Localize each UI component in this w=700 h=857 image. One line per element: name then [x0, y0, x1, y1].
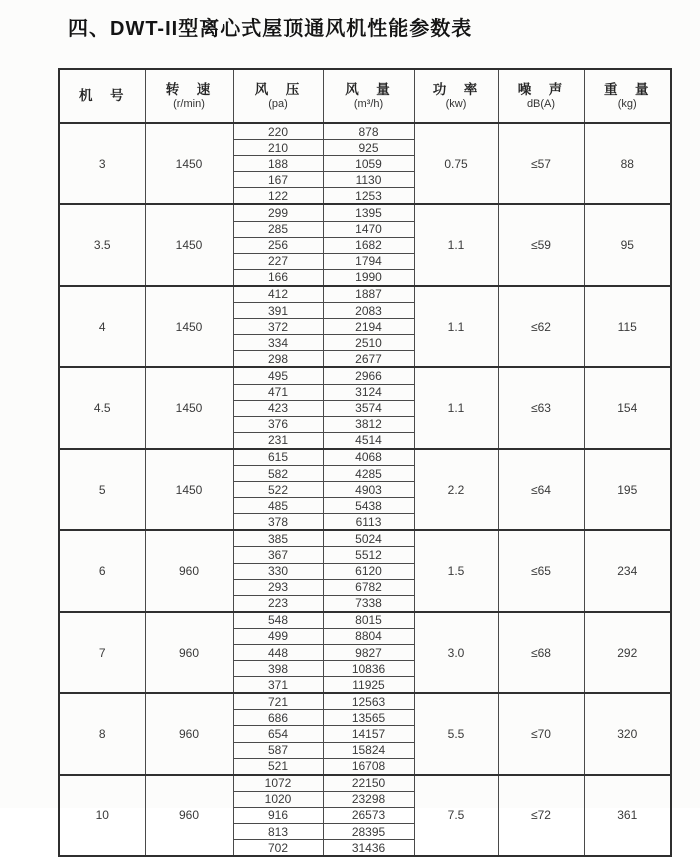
volume-cell: 12563	[323, 693, 414, 710]
speed-cell: 1450	[145, 123, 233, 204]
weight-cell: 361	[584, 775, 671, 856]
volume-cell: 3124	[323, 384, 414, 400]
pressure-cell: 582	[233, 465, 323, 481]
volume-cell: 28395	[323, 824, 414, 840]
noise-cell: ≤72	[498, 775, 584, 856]
power-cell: 5.5	[414, 693, 498, 774]
header-power-unit: (kw)	[445, 98, 467, 111]
volume-cell: 26573	[323, 807, 414, 823]
power-cell: 2.2	[414, 449, 498, 530]
pressure-cell: 285	[233, 221, 323, 237]
speed-cell: 1450	[145, 449, 233, 530]
volume-cell: 1794	[323, 253, 414, 269]
pressure-cell: 367	[233, 547, 323, 563]
volume-cell: 5438	[323, 498, 414, 514]
table-row	[59, 693, 671, 710]
pressure-cell: 299	[233, 204, 323, 221]
pressure-cell: 231	[233, 432, 323, 449]
header-noise	[498, 69, 584, 123]
noise-cell: ≤68	[498, 612, 584, 693]
volume-cell: 1130	[323, 172, 414, 188]
pressure-cell: 1072	[233, 775, 323, 792]
pressure-cell: 412	[233, 286, 323, 303]
power-cell: 0.75	[414, 123, 498, 204]
table-row	[59, 123, 671, 140]
volume-cell: 925	[323, 140, 414, 156]
volume-cell: 22150	[323, 775, 414, 792]
weight-cell: 115	[584, 286, 671, 367]
header-row	[59, 69, 671, 123]
model-cell: 7	[59, 612, 145, 693]
volume-cell: 1470	[323, 221, 414, 237]
table-body	[59, 123, 671, 856]
pressure-cell: 813	[233, 824, 323, 840]
fan-performance-table	[58, 68, 672, 857]
volume-cell: 11925	[323, 677, 414, 694]
pressure-cell: 1020	[233, 791, 323, 807]
header-power-label: 功 率	[432, 81, 480, 97]
volume-cell: 5024	[323, 530, 414, 547]
volume-cell: 2194	[323, 319, 414, 335]
header-volume	[323, 69, 414, 123]
volume-cell: 1253	[323, 188, 414, 205]
pressure-cell: 615	[233, 449, 323, 466]
header-volume-label: 风 量	[345, 81, 392, 97]
pressure-cell: 702	[233, 840, 323, 857]
volume-cell: 8804	[323, 628, 414, 644]
pressure-cell: 298	[233, 351, 323, 368]
pressure-cell: 548	[233, 612, 323, 629]
volume-cell: 1059	[323, 156, 414, 172]
pressure-cell: 167	[233, 172, 323, 188]
speed-cell: 1450	[145, 286, 233, 367]
power-cell: 7.5	[414, 775, 498, 856]
power-cell: 1.1	[414, 286, 498, 367]
pressure-cell: 448	[233, 645, 323, 661]
pressure-cell: 522	[233, 482, 323, 498]
pressure-cell: 499	[233, 628, 323, 644]
pressure-cell: 293	[233, 579, 323, 595]
header-power	[414, 69, 498, 123]
volume-cell: 10836	[323, 661, 414, 677]
weight-cell: 292	[584, 612, 671, 693]
volume-cell: 6113	[323, 514, 414, 531]
pressure-cell: 372	[233, 319, 323, 335]
power-cell: 1.1	[414, 367, 498, 448]
volume-cell: 878	[323, 123, 414, 140]
pressure-cell: 223	[233, 595, 323, 612]
noise-cell: ≤63	[498, 367, 584, 448]
table-row	[59, 367, 671, 384]
pressure-cell: 330	[233, 563, 323, 579]
volume-cell: 1682	[323, 237, 414, 253]
header-speed	[145, 69, 233, 123]
volume-cell: 7338	[323, 595, 414, 612]
pressure-cell: 122	[233, 188, 323, 205]
speed-cell: 1450	[145, 204, 233, 285]
volume-cell: 1395	[323, 204, 414, 221]
model-cell: 4	[59, 286, 145, 367]
header-weight-label: 重 量	[604, 81, 651, 97]
speed-cell: 960	[145, 612, 233, 693]
volume-cell: 1887	[323, 286, 414, 303]
table-row	[59, 449, 671, 466]
pressure-cell: 721	[233, 693, 323, 710]
pressure-cell: 587	[233, 742, 323, 758]
pressure-cell: 166	[233, 269, 323, 286]
pressure-cell: 423	[233, 400, 323, 416]
volume-cell: 1990	[323, 269, 414, 286]
header-volume-unit: (m³/h)	[353, 98, 384, 111]
pressure-cell: 378	[233, 514, 323, 531]
header-weight	[584, 69, 671, 123]
volume-cell: 23298	[323, 791, 414, 807]
model-cell: 3.5	[59, 204, 145, 285]
volume-cell: 4903	[323, 482, 414, 498]
pressure-cell: 376	[233, 416, 323, 432]
volume-cell: 2677	[323, 351, 414, 368]
table-row	[59, 204, 671, 221]
volume-cell: 2510	[323, 335, 414, 351]
pressure-cell: 654	[233, 726, 323, 742]
speed-cell: 960	[145, 693, 233, 774]
pressure-cell: 471	[233, 384, 323, 400]
pressure-cell: 385	[233, 530, 323, 547]
model-cell: 10	[59, 775, 145, 856]
weight-cell: 195	[584, 449, 671, 530]
pressure-cell: 398	[233, 661, 323, 677]
table-header	[59, 69, 671, 123]
model-cell: 6	[59, 530, 145, 611]
noise-cell: ≤64	[498, 449, 584, 530]
pressure-cell: 485	[233, 498, 323, 514]
pressure-cell: 686	[233, 710, 323, 726]
weight-cell: 95	[584, 204, 671, 285]
weight-cell: 234	[584, 530, 671, 611]
volume-cell: 9827	[323, 645, 414, 661]
volume-cell: 4285	[323, 465, 414, 481]
volume-cell: 31436	[323, 840, 414, 857]
weight-cell: 154	[584, 367, 671, 448]
volume-cell: 13565	[323, 710, 414, 726]
pressure-cell: 220	[233, 123, 323, 140]
model-cell: 4.5	[59, 367, 145, 448]
volume-cell: 3574	[323, 400, 414, 416]
pressure-cell: 916	[233, 807, 323, 823]
volume-cell: 5512	[323, 547, 414, 563]
pressure-cell: 391	[233, 303, 323, 319]
volume-cell: 4514	[323, 432, 414, 449]
pressure-cell: 495	[233, 367, 323, 384]
noise-cell: ≤59	[498, 204, 584, 285]
power-cell: 1.5	[414, 530, 498, 611]
volume-cell: 8015	[323, 612, 414, 629]
model-cell: 5	[59, 449, 145, 530]
noise-cell: ≤70	[498, 693, 584, 774]
header-noise-label: 噪 声	[517, 81, 565, 97]
weight-cell: 88	[584, 123, 671, 204]
volume-cell: 16708	[323, 758, 414, 775]
header-model	[59, 69, 145, 123]
header-weight-unit: (kg)	[617, 98, 637, 111]
volume-cell: 2966	[323, 367, 414, 384]
noise-cell: ≤65	[498, 530, 584, 611]
noise-cell: ≤57	[498, 123, 584, 204]
page-title: 四、DWT-II型离心式屋顶通风机性能参数表	[68, 18, 473, 40]
header-speed-unit: (r/min)	[173, 98, 205, 111]
volume-cell: 6120	[323, 563, 414, 579]
pressure-cell: 521	[233, 758, 323, 775]
table-row	[59, 286, 671, 303]
pressure-cell: 188	[233, 156, 323, 172]
pressure-cell: 210	[233, 140, 323, 156]
power-cell: 1.1	[414, 204, 498, 285]
volume-cell: 2083	[323, 303, 414, 319]
model-cell: 3	[59, 123, 145, 204]
volume-cell: 6782	[323, 579, 414, 595]
header-speed-label: 转 速	[165, 81, 213, 97]
pressure-cell: 371	[233, 677, 323, 694]
noise-cell: ≤62	[498, 286, 584, 367]
header-pressure	[233, 69, 323, 123]
pressure-cell: 227	[233, 253, 323, 269]
speed-cell: 960	[145, 530, 233, 611]
pressure-cell: 256	[233, 237, 323, 253]
header-pressure-label: 风 压	[254, 81, 302, 97]
header-model-label: 机 号	[79, 88, 126, 104]
model-cell: 8	[59, 693, 145, 774]
pressure-cell: 334	[233, 335, 323, 351]
header-pressure-unit: (pa)	[268, 98, 288, 111]
table-row	[59, 612, 671, 629]
table-row	[59, 530, 671, 547]
speed-cell: 960	[145, 775, 233, 856]
speed-cell: 1450	[145, 367, 233, 448]
weight-cell: 320	[584, 693, 671, 774]
volume-cell: 14157	[323, 726, 414, 742]
table-row	[59, 775, 671, 792]
volume-cell: 4068	[323, 449, 414, 466]
volume-cell: 15824	[323, 742, 414, 758]
volume-cell: 3812	[323, 416, 414, 432]
power-cell: 3.0	[414, 612, 498, 693]
header-noise-unit: dB(A)	[526, 98, 556, 111]
